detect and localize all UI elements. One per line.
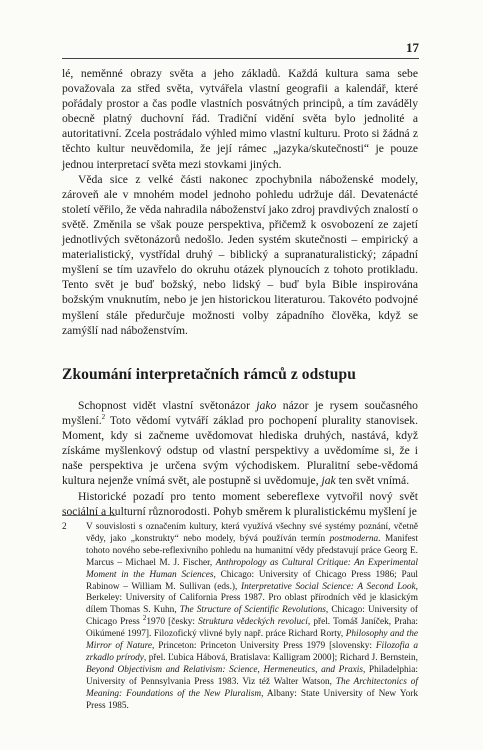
section-heading: Zkoumání interpretačních rámců z odstupu [62,366,356,383]
paragraph-1: lé, neměnné obrazy světa a jeho základů. Každá kultura sama sebe považovala za střed světa, vytvářela vlastní geografii a kalendář, které pořádaly prostor a čas podle vlastních posvátných principů, a tím zaváděly obecně platný duchovní řád. Tradiční vidění světa bylo jednolité a autoritativní. Zcela postrádalo výhled mimo vlastní kulturu. Proto si žádná z těchto kultur neuvědomila, že její rámec „jazyka/skutečnosti“ je pouze jednou interpretací světa mezi stovkami jiných. [62,67,418,171]
footnote-text: V souvislosti s označením kultury, která využívá všechny své systémy poznání, včetně vědy, jako „konstrukty“ nebo modely, bývá používán termín postmoderna. Manifest tohoto nového sebe-reflexivního pohledu na humanitní vědy představují práce Georg E. Marcus – Michael M. J. Fischer, Anthropology as Cultural Critique: An Experimental Moment in the Human Sciences, Chicago: University of Chicago Press 1986; Paul Rabinow – William M. Sullivan (eds.), Interpretative Social Science: A Second Look, Berkeley: University of California Press 1987. Pro oblast přírodních věd je klasickým dílem Thomas S. Kuhn, The Structure of Scientific Revolutions, Chicago: University of Chicago Press $^2$1970 [česky: Struktura vědeckých revolucí, přel. Tomáš Janíček, Praha: Oikúmené 1997]. Filozofický vlivné byly např. práce Richard Rorty, Philosophy and the Mirror of Nature, Princeton: Princeton University Press 1979 [slovensky: Filozofia a zrkadlo prírody, přel. Ľubica Hábová, Bratislava: Kalligram 2000]; Richard J. Bernstein, Beyond Objectivism and Relativism: Science, Hermeneutics, and Praxis, Philadelphia: University of Pennsylvania Press 1983. Viz též Walter Watson, The Architectonics of Meaning: Foundations of the New Pluralism, Albany: State University of New York Press 1985. [86,522,419,711]
footnote [62,522,418,713]
footnote-number: 2 [62,522,67,532]
footnote-divider [62,515,116,516]
paragraph-3: Schopnost vidět vlastní světonázor jako názor je rysem současného myšlení.$^2$ Toto vědomí vytváří základ pro pochopení plurality stanovisek. Moment, kdy si začneme uvědomovat hlediska druhých, nastává, když získáme myšlenkový odstup od vlastní perspektivy a uvědomíme si, že i naše perspektiva je určena svým východiskem. Pluralitní sebe-vědomá kultura nejenže vnímá svět, ale postupně si uvědomuje, jak ten svět vnímá. [62,399,418,488]
section1-body [62,66,418,338]
paragraph-4: Historické pozadí pro tento moment sebereflexe vytvořil nový svět sociální a kulturní různorodosti. Pohyb směrem k pluralistickému myšlení je [62,489,418,518]
header-rule [62,58,419,59]
paragraph-2: Věda sice z velké části nakonec zpochybnila náboženské modely, zároveň ale v mnohém model jednoho pohledu udržuje dál. Devatenácté století věřilo, že věda nahradila náboženství jako zdroj pravdivých znalostí o světě. Změnila se však pouze perspektiva, přičemž k osvobození ze zajetí jednotlivých světonázorů nedošlo. Jeden systém skutečnosti – empirický a materialistický, vystřídal druhý – biblický a supranaturalistický; západní myšlení se tím uzavřelo do okruhu otázek plynoucích z tohoto protikladu. Tento svět je buď božský, nebo lidský – buď byla Bible inspirována božským vnuknutím, nebo je jen historickou literaturou. Takovéto podvojné myšlení stále předurčuje možnosti volby západního člověka, když se zamýšlí nad náboženstvím. [62,172,418,337]
page-number: 17 [406,40,419,55]
section2-body [62,398,418,519]
footnote-ref: 2 [101,413,106,422]
